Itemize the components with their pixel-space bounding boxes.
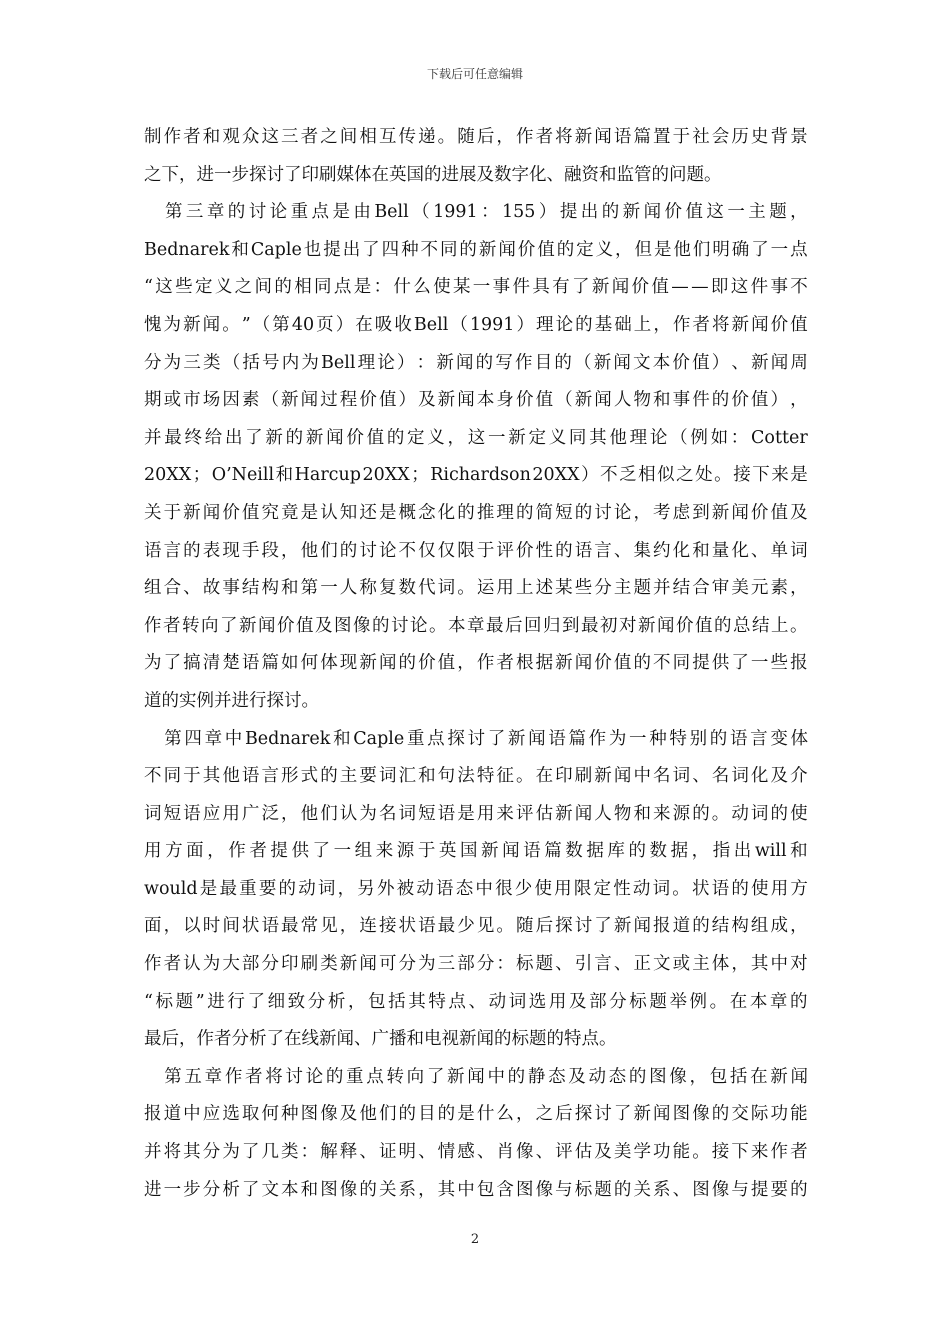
text-line: 语 言 的 表 现 手 段 ， 他 们 的 讨 论 不 仅 仅 限 于 评 价 性 的 语 言 、 集 约 化 和 量 化 、 单 词 (144, 540, 808, 561)
text-line: 关 于 新 闻 价 值 究 竟 是 认 知 还 是 概 念 化 的 推 理 的 简 短 的 讨 论 ， 考 虑 到 新 闻 价 值 及 (144, 502, 808, 523)
text-line: “ 标 题 ” 进 行 了 细 致 分 析 ， 包 括 其 特 点 、 动 词 选 用 及 部 分 标 题 举 例 。 在 本 章 的 (144, 991, 808, 1012)
text-line: 制 作 者 和 观 众 这 三 者 之 间 相 互 传 递 。 随 后 ， 作 者 将 新 闻 语 篇 置 于 社 会 历 史 背 景 (144, 127, 808, 147)
document-body (144, 119, 808, 1209)
text-line: 作 者 认 为 大 部 分 印 刷 类 新 闻 可 分 为 三 部 分 ： 标 题 、 引 言 、 正 文 或 主 体 ， 其 中 对 (144, 954, 808, 975)
text-line: 面 ， 以 时 间 状 语 最 常 见 ， 连 接 状 语 最 少 见 。 随 后 探 讨 了 新 闻 报 道 的 结 构 组 成 ， (144, 916, 808, 937)
text-line: 最后，作者分析了在线新闻、广播和电视新闻的标题的特点。 (144, 1029, 617, 1050)
text-line: 分 为 三 类 （ 括 号 内 为 Bell 理 论 ） ： 新 闻 的 写 作 目 的 （ 新 闻 文 本 价 值 ） 、 新 闻 周 (144, 352, 808, 373)
text-line: 作 者 转 向 了 新 闻 价 值 及 图 像 的 讨 论 。 本 章 最 后 回 归 到 最 初 对 新 闻 价 值 的 总 结 上 。 (144, 615, 808, 636)
text-line: 第 三 章 的 讨 论 重 点 是 由 Bell （ 1991 ： 155 ） 提 出 的 新 闻 价 值 这 一 主 题 ， (164, 202, 808, 223)
text-line: 进 一 步 分 析 了 文 本 和 图 像 的 关 系 ， 其 中 包 含 图 像 与 标 题 的 关 系 、 图 像 与 提 要 的 (144, 1179, 808, 1200)
text-line: 组 合 、 故 事 结 构 和 第 一 人 称 复 数 代 词 。 运 用 上 述 某 些 分 主 题 并 结 合 审 美 元 素 ， (144, 578, 808, 599)
text-line: 并 将 其 分 为 了 几 类 ： 解 释 、 证 明 、 情 感 、 肖 像 、 评 估 及 美 学 功 能 。 接 下 来 作 者 (144, 1142, 808, 1163)
text-line: would 是 最 重 要 的 动 词 ， 另 外 被 动 语 态 中 很 少 使 用 限 定 性 动 词 。 状 语 的 使 用 方 (144, 878, 808, 899)
text-line: Bednarek 和 Caple 也 提 出 了 四 种 不 同 的 新 闻 价 值 的 定 义 ， 但 是 他 们 明 确 了 一 点 (144, 239, 808, 260)
text-line: 并 最 终 给 出 了 新 的 新 闻 价 值 的 定 义 ， 这 一 新 定 义 同 其 他 理 论 （ 例 如 ： Cotter (144, 427, 808, 448)
page-header: 下载后可任意编辑 (426, 67, 523, 81)
text-line: 第 五 章 作 者 将 讨 论 的 重 点 转 向 了 新 闻 中 的 静 态 及 动 态 的 图 像 ， 包 括 在 新 闻 (164, 1066, 808, 1087)
text-line: 之下，进一步探讨了印刷媒体在英国的进展及数字化、融资和监管的问题。 (144, 164, 722, 185)
text-line: 期 或 市 场 因 素 （ 新 闻 过 程 价 值 ） 及 新 闻 本 身 价 值 （ 新 闻 人 物 和 事 件 的 价 值 ） ， (144, 390, 808, 411)
text-line: 20XX ； O’Neill 和 Harcup 20XX ； Richardson 20XX ） 不 乏 相 似 之 处 。 接 下 来 是 (144, 465, 808, 486)
text-line: 不 同 于 其 他 语 言 形 式 的 主 要 词 汇 和 句 法 特 征 。 在 印 刷 新 闻 中 名 词 、 名 词 化 及 介 (144, 766, 808, 787)
text-line: “ 这 些 定 义 之 间 的 相 同 点 是 ： 什 么 使 某 一 事 件 具 有 了 新 闻 价 值 — — 即 这 件 事 不 (144, 277, 808, 298)
text-line: 为 了 搞 清 楚 语 篇 如 何 体 现 新 闻 的 价 值 ， 作 者 根 据 新 闻 价 值 的 不 同 提 供 了 一 些 报 (144, 653, 808, 674)
text-line: 用 方 面 ， 作 者 提 供 了 一 组 来 源 于 英 国 新 闻 语 篇 数 据 库 的 数 据 ， 指 出 will 和 (144, 841, 808, 862)
page-number: 2 (470, 1232, 480, 1247)
text-line: 词 短 语 应 用 广 泛 ， 他 们 认 为 名 词 短 语 是 用 来 评 估 新 闻 人 物 和 来 源 的 。 动 词 的 使 (144, 803, 808, 824)
text-line: 第 四 章 中 Bednarek 和 Caple 重 点 探 讨 了 新 闻 语 篇 作 为 一 种 特 别 的 语 言 变 体 (164, 728, 808, 749)
text-line: 报 道 中 应 选 取 何 种 图 像 及 他 们 的 目 的 是 什 么 ， 之 后 探 讨 了 新 闻 图 像 的 交 际 功 能 (144, 1104, 808, 1125)
text-line: 愧 为 新 闻 。 ” （ 第 40 页 ） 在 吸 收 Bell （ 1991 ） 理 论 的 基 础 上 ， 作 者 将 新 闻 价 值 (144, 314, 808, 335)
text-line: 道的实例并进行探讨。 (144, 690, 319, 711)
